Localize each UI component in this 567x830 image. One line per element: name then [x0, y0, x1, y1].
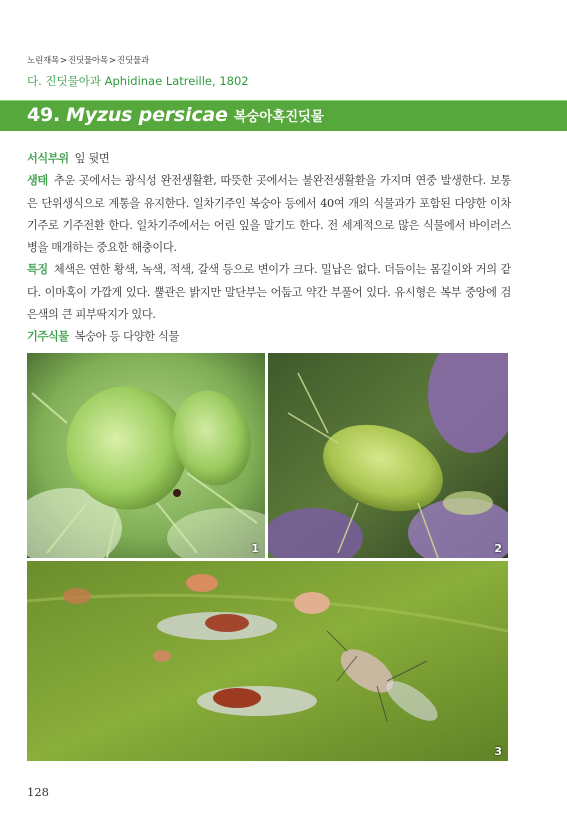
ecology-paragraph: [27, 170, 511, 259]
host-plants-label: 기주식물: [27, 330, 69, 344]
page-number: 128: [27, 785, 49, 799]
habitat-label: 서식부위: [27, 152, 69, 165]
species-banner: [0, 100, 567, 131]
photo-3-number: 3: [494, 745, 502, 758]
ecology-label: 생태: [27, 174, 48, 188]
species-description: [27, 148, 511, 349]
photo-1-number: 1: [251, 542, 259, 555]
breadcrumb: [27, 54, 149, 66]
breadcrumb-item-order: 노린재목: [27, 56, 60, 66]
photo-2-number: 2: [494, 542, 502, 555]
species-scientific-name: Myzus persicae: [66, 104, 228, 126]
photo-1: [27, 353, 265, 558]
habitat-text: 잎 뒷면: [74, 152, 110, 165]
features-label: 특징: [27, 263, 48, 277]
photo-2: [268, 353, 508, 558]
features-text: 체색은 연한 황색, 녹색, 적색, 갈색 등으로 변이가 크다. 밀납은 없다. 더듬이는 몸길이와 거의 같다. 이마혹이 가깝게 있다. 뿔관은 밝지만 말단부는 어둡고 약간 부풀어 있다. 유시형은 복부 중앙에 검은색의 큰 피부딱지가 있다.: [27, 263, 511, 322]
aphid-photo-green-closeup-icon: [27, 353, 265, 558]
breadcrumb-separator: >: [60, 56, 67, 66]
species-korean-name: 복숭아혹진딧물: [233, 109, 324, 125]
host-plants-paragraph: [27, 326, 511, 348]
aphid-photo-winged-colony-on-leaf-icon: [27, 561, 508, 761]
breadcrumb-separator: >: [109, 56, 116, 66]
species-title: [27, 104, 324, 126]
ecology-text: 추운 곳에서는 광식성 완전생활환, 따뜻한 곳에서는 불완전생활환을 가지며 연중 발생한다. 보통은 단위생식으로 계통을 유지한다. 일차기주인 복숭아 등에서 40여 개의 식물과가 포함된 다양한 이차기주로 기주전환 한다. 일차기주에서는 어린 잎을 말기도 한다. 전 세계적으로 많은 식물에서 바이러스병을 매개하는 중요한 해충이다.: [27, 174, 511, 255]
breadcrumb-item-family: 진딧물과: [116, 56, 150, 66]
features-paragraph: [27, 259, 511, 326]
host-plants-text: 복숭아 등 다양한 식물: [74, 330, 179, 344]
breadcrumb-item-suborder: 진딧물아목: [67, 56, 109, 66]
aphid-photo-green-on-purple-flower-icon: [268, 353, 508, 558]
species-number: 49.: [27, 104, 61, 126]
subfamily-heading: 다. 진딧물아과 Aphidinae Latreille, 1802: [27, 74, 249, 88]
habitat-paragraph: [27, 148, 511, 170]
photo-3: [27, 561, 508, 761]
